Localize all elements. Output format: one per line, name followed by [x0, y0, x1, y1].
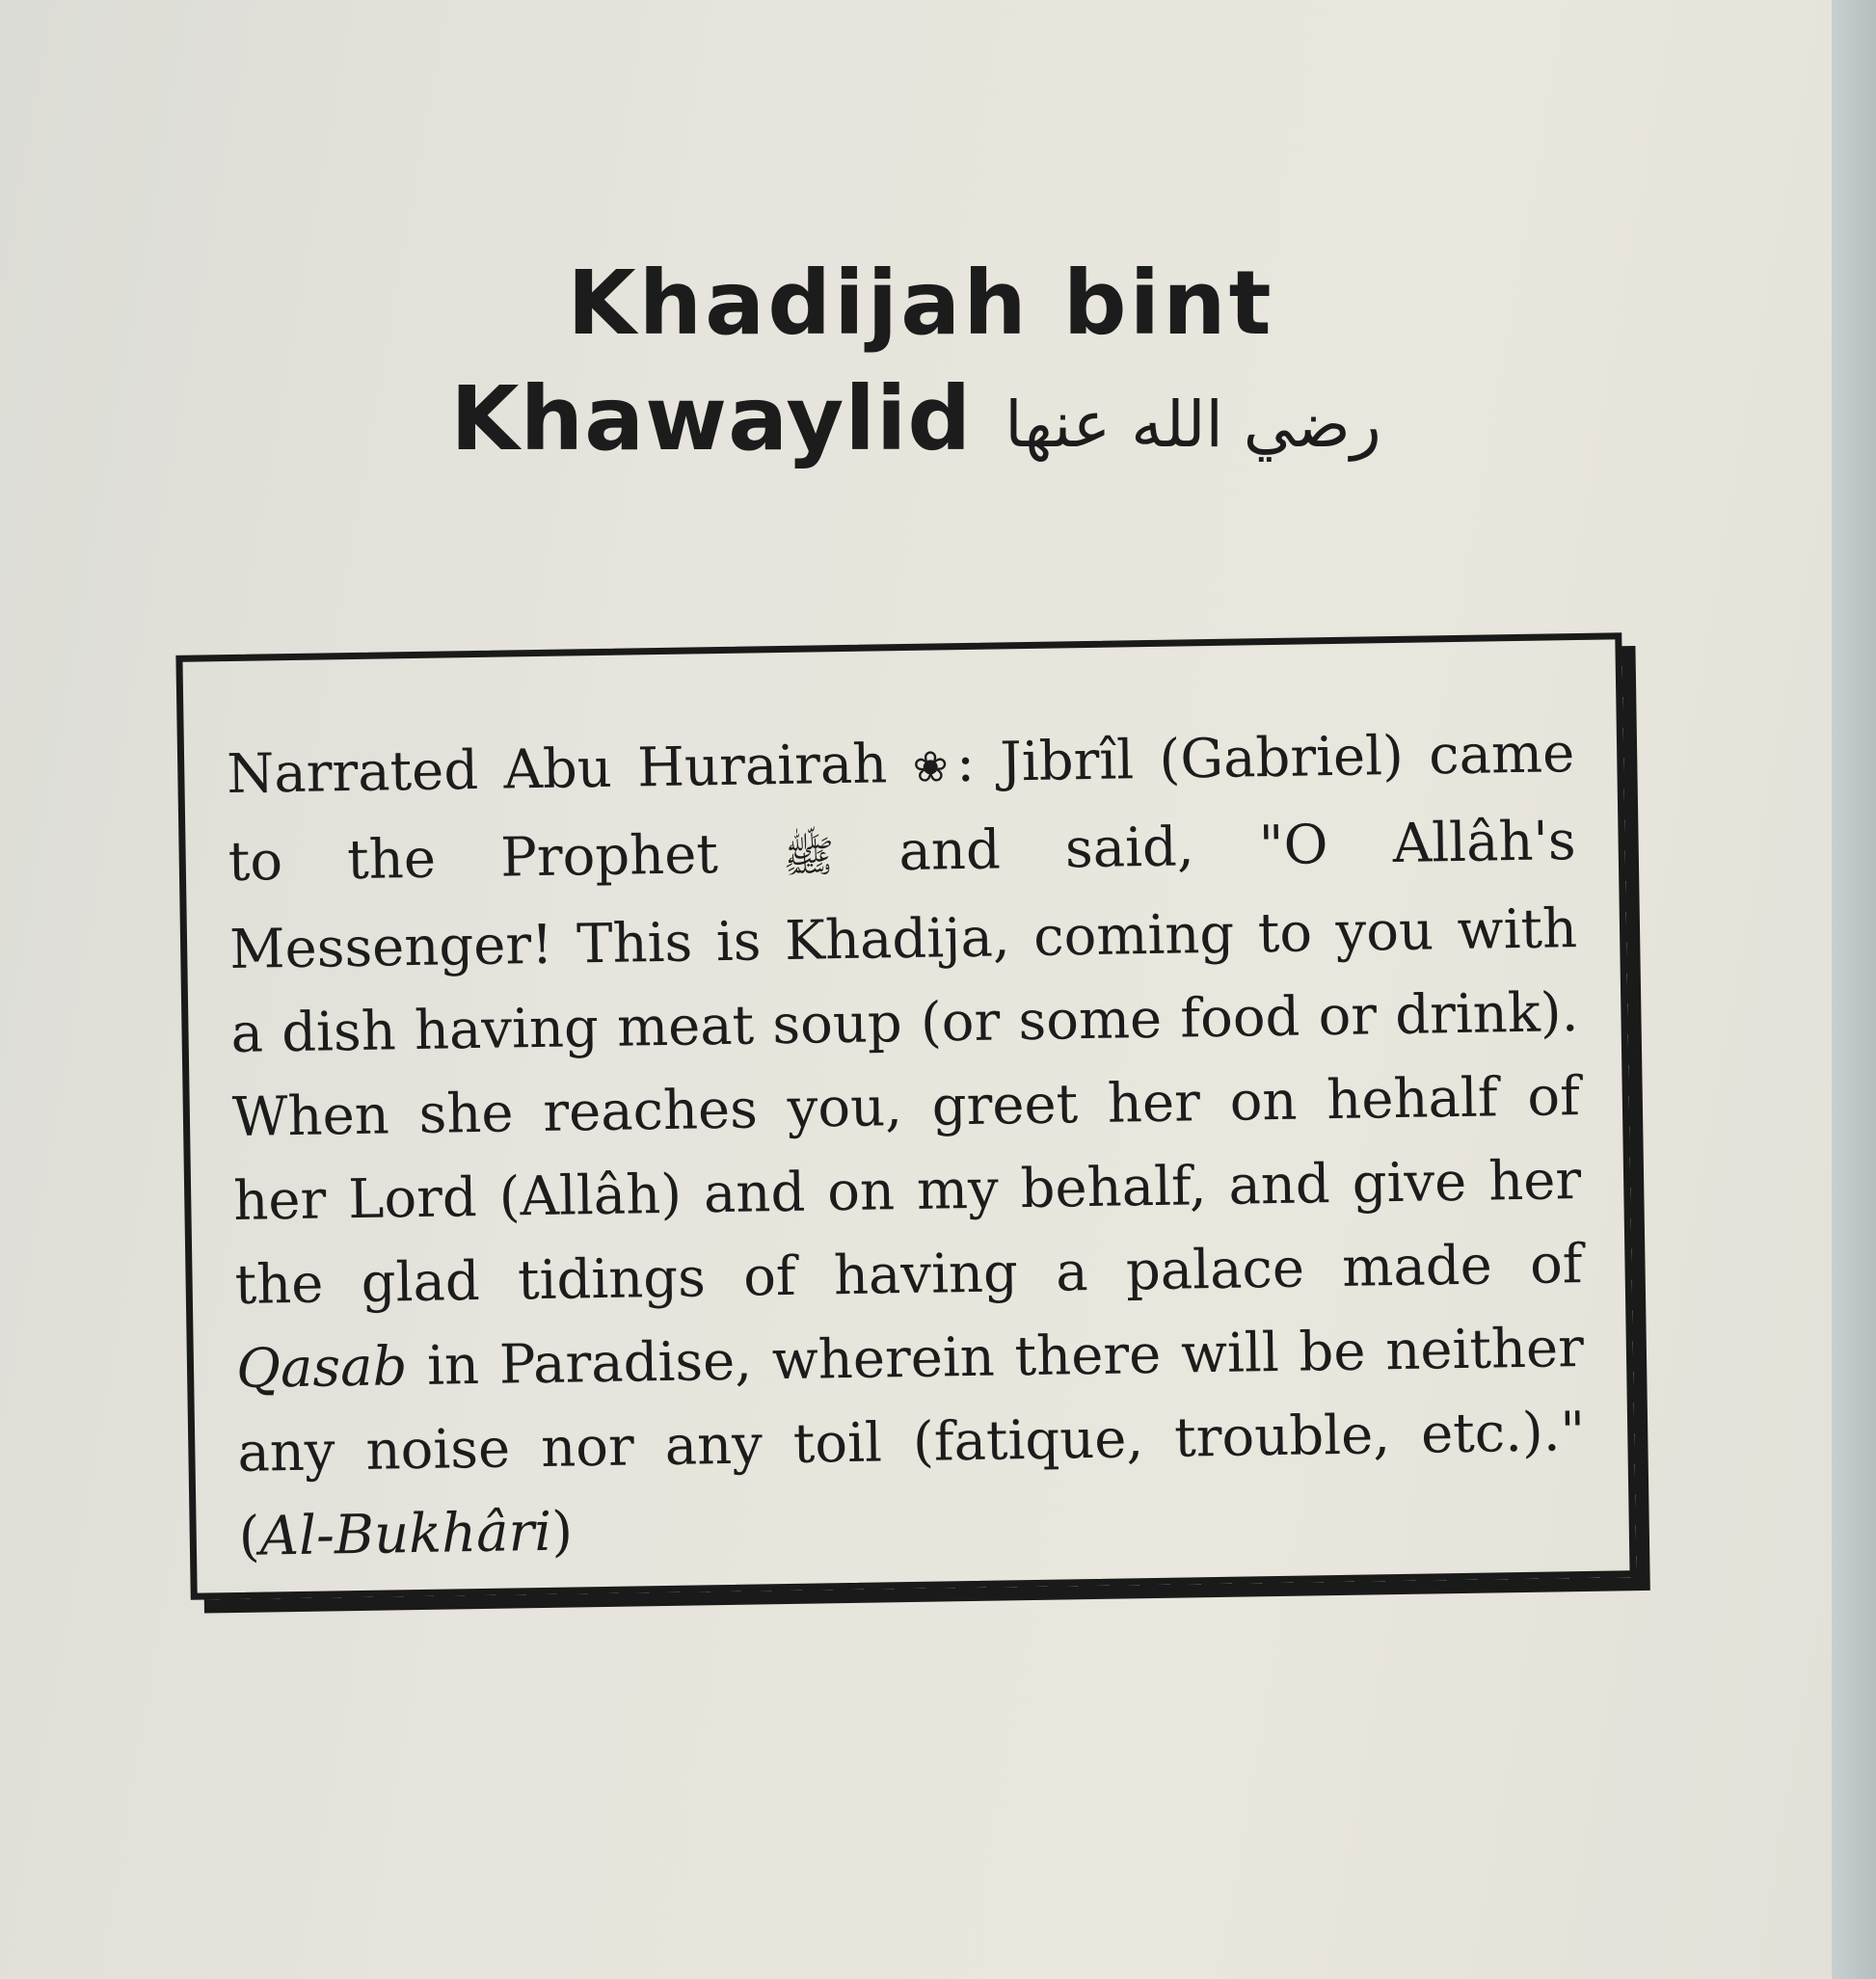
- title-line-2: [0, 361, 1832, 483]
- qasab-term: Qasab: [235, 1335, 408, 1401]
- hadith-source: Al-Bukhâri: [259, 1500, 552, 1568]
- title-name: Khawaylid: [450, 367, 973, 470]
- narrator-honorific-icon: ❀: [912, 742, 957, 792]
- hadith-part-1: Narrated Abu Hurairah: [226, 732, 914, 807]
- hadith-box: [175, 632, 1636, 1599]
- hadith-part-2: : Jibrîl (Gabriel) came to the Prophet: [228, 722, 1575, 895]
- title-line-1: Khadijah bint: [567, 252, 1274, 355]
- prophet-honorific-icon: ﷺ: [782, 832, 835, 882]
- hadith-part-3: and said, "O Allâh's Messenger! This is Khadija, coming to you with a dish having meat soup (or some food or drink). When she reaches you, greet her on hehalf of her Lord (Allâh) and on my behalf, and give her the glad tidings of having a palace made of: [228, 810, 1584, 1317]
- page-edge: [1832, 0, 1876, 1979]
- chapter-title: [0, 246, 1832, 483]
- hadith-part-4: in Paradise, wherein there will be neither any noise nor any toil (fatique, trouble, etc.)." (: [236, 1316, 1586, 1568]
- hadith-text: [227, 711, 1588, 1579]
- hadith-part-5: ): [550, 1500, 574, 1564]
- arabic-honorific: رضي الله عنها: [1005, 387, 1381, 462]
